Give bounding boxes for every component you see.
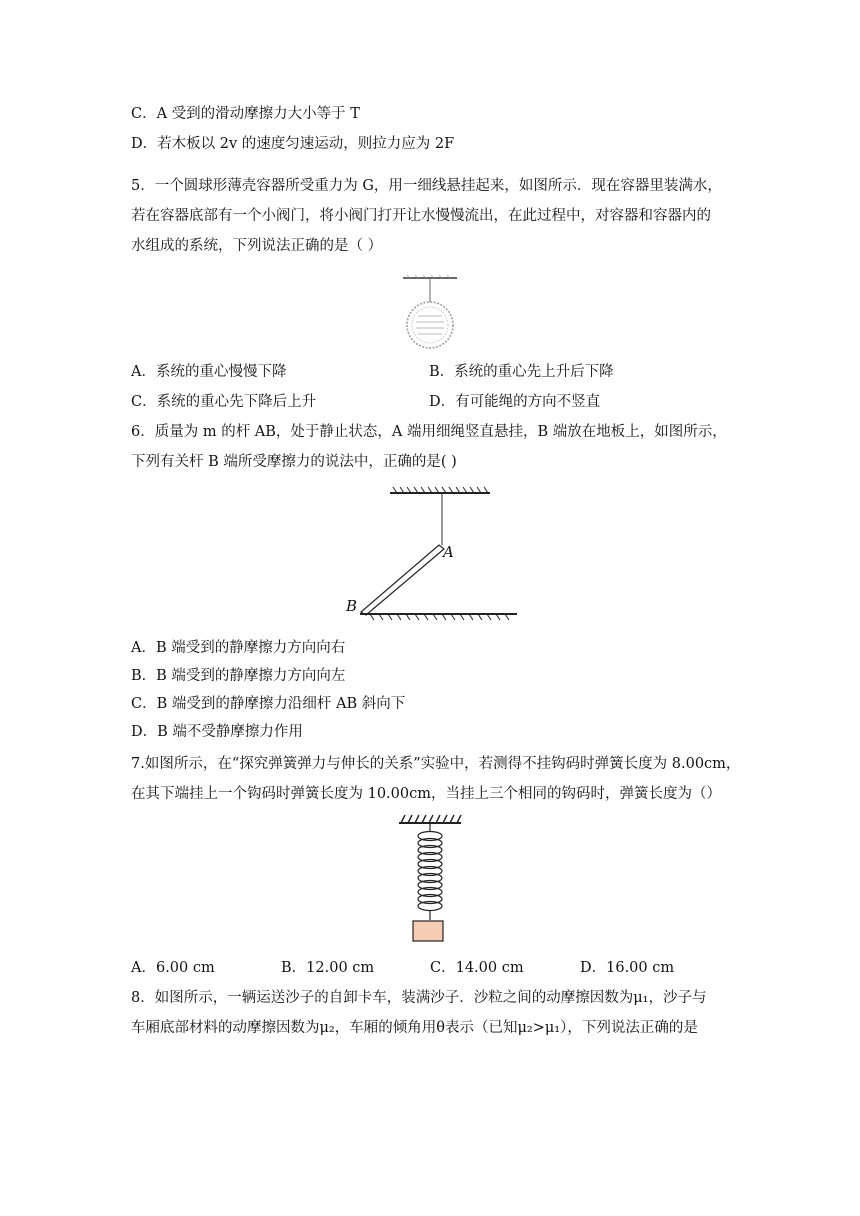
ceiling-hatch (401, 815, 461, 823)
q6-stem-line-2: 下列有关杆 B 端所受摩擦力的说法中，正确的是( ) (131, 454, 457, 470)
q7-option-c: C．14.00 cm (430, 960, 524, 976)
q8-stem-line-1: 8．如图所示，一辆运送沙子的自卸卡车，装满沙子．沙粒之间的动摩擦因数为μ₁，沙子与 (131, 990, 707, 1006)
q6-rod-figure (335, 485, 525, 625)
q5-option-b: B．系统的重心先上升后下降 (429, 364, 614, 380)
q6-stem-line-1: 6．质量为 m 的杆 AB，处于静止状态，A 端用细绳竖直悬挂，B 端放在地板上，如图所示， (131, 424, 727, 440)
q7-stem-line-1: 7.如图所示，在“探究弹簧弹力与伸长的关系”实验中，若测得不挂钩码时弹簧长度为 8.00cm， (131, 756, 741, 772)
q7-option-b: B．12.00 cm (281, 960, 375, 976)
q4-option-c: C．A 受到的滑动摩擦力大小等于 T (131, 106, 360, 122)
q7-stem-line-2: 在其下端挂上一个钩码时弹簧长度为 10.00cm，当挂上三个相同的钩码时，弹簧长度为（） (131, 786, 721, 802)
q5-stem-line-3: 水组成的系统，下列说法正确的是（ ） (131, 238, 383, 254)
q5-option-d: D．有可能绳的方向不竖直 (429, 394, 601, 410)
spring-coils (418, 832, 442, 911)
q5-option-c: C．系统的重心先下降后上升 (131, 394, 317, 410)
q4-option-d: D．若木板以 2v 的速度匀速运动，则拉力应为 2F (131, 136, 455, 152)
q8-stem-line-2: 车厢底部材料的动摩擦因数为μ₂，车厢的倾角用θ表示（已知μ₂>μ₁），下列说法正确的是 (131, 1020, 698, 1036)
q5-hanging-sphere-figure (395, 274, 465, 356)
label-a: A (443, 543, 454, 561)
label-b: B (346, 597, 358, 615)
hook-weight-block (413, 921, 443, 941)
rod-ab (361, 545, 444, 615)
q6-option-b: B．B 端受到的静摩擦力方向向左 (131, 668, 346, 684)
q7-spring-figure (395, 812, 465, 944)
sphere-shell (407, 302, 453, 348)
q7-option-a: A．6.00 cm (131, 960, 215, 976)
q6-option-c: C．B 端受到的静摩擦力沿细杆 AB 斜向下 (131, 696, 406, 712)
q5-stem-line-2: 若在容器底部有一个小阀门，将小阀门打开让水慢慢流出，在此过程中，对容器和容器内的 (131, 208, 711, 224)
q6-option-a: A．B 端受到的静摩擦力方向向右 (131, 640, 346, 656)
q5-option-a: A．系统的重心慢慢下降 (131, 364, 287, 380)
q5-stem-line-1: 5．一个圆球形薄壳容器所受重力为 G，用一细线悬挂起来，如图所示．现在容器里装满水， (131, 178, 722, 194)
q7-option-d: D．16.00 cm (580, 960, 675, 976)
q6-option-d: D．B 端不受静摩擦力作用 (131, 724, 303, 740)
